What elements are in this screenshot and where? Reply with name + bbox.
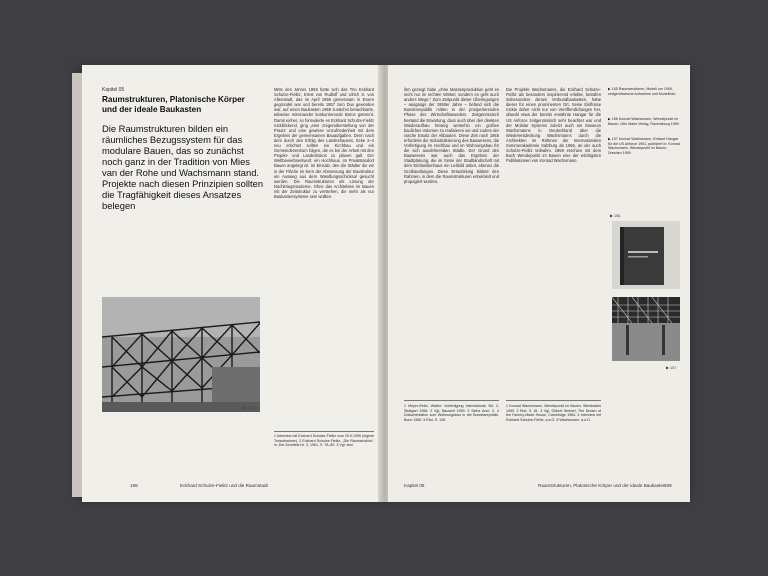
chapter-heading: Raumstrukturen, Platonische Körper und der ideale Baukasten xyxy=(102,95,245,114)
chapter-label: Kapitel 05 xyxy=(102,87,125,93)
right-page xyxy=(388,65,690,502)
lead-paragraph: Die Raumstrukturen bilden ein räumliches Bezugssystem für das modulare Bauen, das so zunächst noch ganz in der Tradition von Mies van der Rohe und Wachsmann stand. Projekte nach diesen Prinzipien sollten die Tragfähigkeit dieses Ansatzes belegen xyxy=(102,123,264,211)
margin-note-156: ▶ 156 Konrad Wachsmann, Wendepunkt im Bauen, Otto Maier Verlag, Ravensburg 1959 xyxy=(608,117,679,126)
thumb1-caption-ref: ▶ 156 xyxy=(610,214,621,218)
hangar-photo xyxy=(612,297,680,361)
page-number-left: 198 xyxy=(130,483,138,488)
footnote-rule-2 xyxy=(506,400,601,401)
running-title-left: Eckhard Schulze-Fielitz und die Raumstadt xyxy=(180,483,268,488)
chapter-footer: Kapitel 05 xyxy=(404,483,425,488)
footnotes: 1 Interview mit Eckhard Schulze-Fielitz vom 29.9.1999 (eigene Tonaufnahme). 2 Eckhard Schulze-Fielitz, „Die Raumstruktur“, in: Der Architekt Nr. 3, 1961, S. 78–80. 3 Vgl. ebd. xyxy=(274,434,374,447)
footnotes-right: 1 Konrad Wachsmann, Wendepunkt im Bauen, Wiesbaden 1959. 2 Ebd. S. 81. 3 Vgl. Gilbert Herbert, The Dream of the Factory-Made House, Cambridge 1984. 4 Interview mit Eckhard Schulze-Fielitz, a.a.O. 5 Wachsmann, a.a.O. xyxy=(506,404,601,422)
book-cover-photo xyxy=(612,221,680,289)
footnotes-left: 1 Meyer-Rekh, Walter: Vorfertigung International, Bd. 2, Stuttgart 1966. 2 Vgl. Bauwelt 1959. 3 Siehe Anm. 2. 4 Dokumentation zum Wohnungsbau in der Bundesrepublik, Bonn 1960. 5 Ebd. S. 12ff. xyxy=(404,404,499,422)
body-column-2: Die Projekte Wachsmanns, die Eckhard Schulze-Fielitz als besonders inspirierend erlebte, betrafen insbesondere diesen Verbundbaukasten, hatte dieser für einen prominenten Ort. Seine Einflüsse rückte daher nicht nur von Veröffentlichungen her, obwohl etwa der bereits erwähnte Hangar für die US Airforce zeitgenössisch sehr beachtet war und der Mobilar Systems zuletzt auch ein Museum Wachsmanns in Deutschland über die Wiederentdeckung Wachsmanns durch die Architekten im Rahmen der Internationalen Sommerakademie Salzburg ab 1956, an der auch Schulze-Fielitz teilnahm. 1959 erschien mit dem Buch Wendepunkt im Bauen eine der wichtigsten Publikationen von Konrad Wachsmann. xyxy=(506,87,601,164)
hangar-illustration xyxy=(612,297,680,361)
book-cover-illustration xyxy=(612,221,680,289)
footnote-rule-1 xyxy=(404,400,499,401)
space-frame-illustration xyxy=(102,297,260,412)
margin-note-155: ▶ 155 Raumstrukturen, Modell um 1959, zeitgenössische Aufnahme und Modellfoto xyxy=(608,87,676,96)
running-title-right: Raumstrukturen, Platonische Körper und der ideale Baukasten xyxy=(538,483,666,488)
thumb2-caption-ref: ▶ 157 xyxy=(666,366,677,370)
open-book xyxy=(76,65,690,502)
photo-caption-ref: ▶ 155 xyxy=(244,406,255,410)
footnote-rule xyxy=(274,431,374,432)
page-number-right: 199 xyxy=(664,483,672,488)
left-page xyxy=(82,65,384,502)
body-column: Mitte des Jahres 1959 hatte sich das Trio Eckhard Schulze-Fielitz, Ernst von Rudloff und Ulrich S. von Altenstadt, das im April 1956 gemeinsam in Essen gegründet war und bereits 1957 zum Duo geworden war, auf einen Baukasten 1959 zunächst benachbarte, teilweise miteinander konkurrierende Büros getrennt. Damit einher, so formulierte es Eckhard Schulze-Fielitz rückblickend, ging „eine ‚Gegenüberstellung von der Praxis‘ und eine gewisse Unzufriedenheit mit dem Ergebnis der gemeinsamen Bauaufgaben. Denn nach dem durch den Erfolg des Landeshauses, Ecke 2–4 neu errichtet sollten ein Kirchbau und ein Gemeindezentrum folgen, die es bei der Arbeit mit den Projekt- und Landesbüros zu planen galt. Der Wettbewerbsentwurf, ein Hochhaus, im Privatstandort Bauen angelegt ist. Im Einsatz, den die Städter die wir in der Fläche im Kern der Abmessung der Baustruktur ein Ausweg aus dem Wandlungsschicksal gesucht werden. Die Raumstrukturen als Lösung der Nachkriegsmoderne. Ohne das Architekten im Bauen mit der Zeitstruktur zu verstehen, die mehr als nur Baukastensysteme sein wollten. xyxy=(274,87,374,199)
structure-photo xyxy=(102,297,260,412)
body-column-1: ihm gezeigt habe „ohne Massenproduktion geht es nicht nur im rechten Winkel, sondern es geht auch anders Wege.“ Zum Zeitpunkt dieser Überlegungen – ausgangs der 1950er Jahre – befand sich die Bundesrepublik mitten in der prosperierenden Phase des Wirtschaftswunders. Zeitgenössisch bestand die Erwartung, dass auch über den direkten Wiederaufbau hinweg weiterhin ein großes bauliches Volumen zu realisieren sei und zudem der rasche Ersatz der Altbauten. Diese Zeit nach 1955 erforderte die Industrialisierung des Bauwesens, die Vorfertigung im Hochbau und im Wohnungsbau für die sich ausdehnenden Städte. Der Grund des Bauwesens war auch das Ergebnis der Stadtplanung, die im Sinne der Stadtlandschaft mit dem Einfamilienhaus ein Leitbild anbot, ebenso die Großsiedlungen. Diese Entwicklung bildete den Rahmen, in dem die Raumstrukturen entwickelt und propagiert wurden. xyxy=(404,87,499,184)
margin-note-157: ▶ 157 Konrad Wachsmann, Entwurf Hangar für die US Airforce 1951, publiziert in: Konrad Wachsmann, Wendepunkt im Bauen, Dresden 1959 xyxy=(608,137,680,155)
page-edges xyxy=(72,73,82,497)
